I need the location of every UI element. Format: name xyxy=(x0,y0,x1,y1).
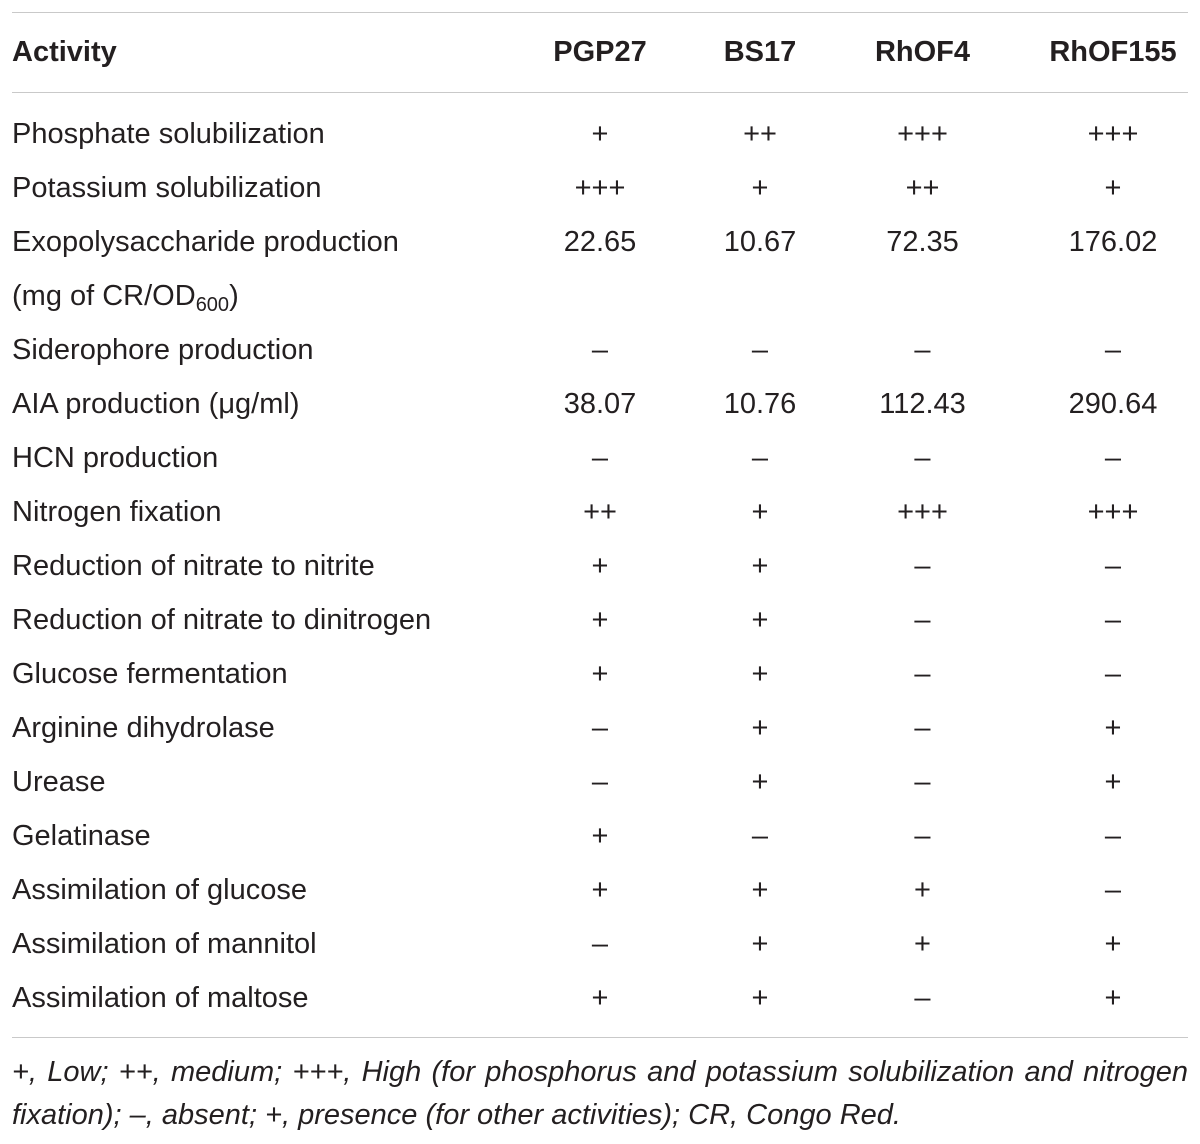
table-cell: 10.67 xyxy=(723,226,797,258)
table-cell: +++ xyxy=(1087,118,1139,150)
table-cell: 176.02 xyxy=(1068,226,1158,258)
table-cell: – xyxy=(1104,658,1122,690)
row-label: Urease xyxy=(12,766,106,798)
table-cell: + xyxy=(751,928,769,960)
table-cell: – xyxy=(751,334,769,366)
row-label: Exopolysaccharide production xyxy=(12,226,399,258)
table-cell: – xyxy=(914,820,931,852)
table-cell: – xyxy=(591,766,609,798)
row-label: Siderophore production xyxy=(12,334,314,366)
table-cell: + xyxy=(914,928,931,960)
table-cell: + xyxy=(751,982,769,1014)
table-cell: + xyxy=(751,766,769,798)
header-bs17: BS17 xyxy=(723,36,797,68)
table-cell: 22.65 xyxy=(563,226,637,258)
table-cell: – xyxy=(1104,820,1122,852)
table-cell: – xyxy=(914,550,931,582)
table-cell: + xyxy=(751,658,769,690)
table-cell: + xyxy=(591,604,609,636)
table-cell: – xyxy=(1104,550,1122,582)
table-cell: + xyxy=(591,118,609,150)
table-cell: + xyxy=(591,658,609,690)
row-label: (mg of $CR/OD_{600}$) xyxy=(12,280,239,316)
table-cell: + xyxy=(1104,712,1122,744)
table-cell: – xyxy=(1104,874,1122,906)
table-cell: – xyxy=(751,820,769,852)
table-cell: +++ xyxy=(897,118,948,150)
table-footnote: +, Low; ++, medium; +++, High (for phosphorus and potassium solubilization and nitrogen fixation); –, absent; +, presence (for other activities); CR, Congo Red. xyxy=(12,1056,1188,1131)
row-label: Gelatinase xyxy=(12,820,151,852)
row-label: Reduction of nitrate to dinitrogen xyxy=(12,604,432,636)
table-cell: – xyxy=(914,712,931,744)
table-cell: ++ xyxy=(583,496,617,528)
row-label: Glucose fermentation xyxy=(12,658,288,690)
table-cell: + xyxy=(591,982,609,1014)
table-cell: – xyxy=(1104,604,1122,636)
row-label: Reduction of nitrate to nitrite xyxy=(12,550,375,582)
row-label: Arginine dihydrolase xyxy=(12,712,275,744)
row-label: Assimilation of maltose xyxy=(12,982,309,1014)
table-cell: + xyxy=(751,874,769,906)
table-header-rule xyxy=(12,92,1188,93)
table-cell: – xyxy=(591,442,609,474)
table-cell: – xyxy=(914,334,931,366)
table-top-rule xyxy=(12,12,1188,13)
table-cell: + xyxy=(914,874,931,906)
table-cell: + xyxy=(1104,928,1122,960)
table-cell: – xyxy=(914,766,931,798)
table-cell: ++ xyxy=(905,172,940,204)
row-label: Potassium solubilization xyxy=(12,172,322,204)
table-cell: +++ xyxy=(897,496,948,528)
table-cell: – xyxy=(591,928,609,960)
header-rhof155: RhOF155 xyxy=(1049,36,1177,68)
table-cell: – xyxy=(591,334,609,366)
table-cell: + xyxy=(751,496,769,528)
table-cell: + xyxy=(1104,766,1122,798)
table-cell: – xyxy=(914,442,931,474)
row-label: Phosphate solubilization xyxy=(12,118,325,150)
row-label: HCN production xyxy=(12,442,219,474)
row-label: AIA production (μg/ml) xyxy=(12,388,300,420)
table-cell: – xyxy=(751,442,769,474)
row-label: Assimilation of glucose xyxy=(12,874,307,906)
table-cell: +++ xyxy=(574,172,626,204)
table-cell: + xyxy=(751,172,769,204)
table-cell: + xyxy=(591,874,609,906)
table-cell: + xyxy=(751,550,769,582)
table-cell: + xyxy=(751,604,769,636)
header-pgp27: PGP27 xyxy=(553,36,647,68)
table-cell: 290.64 xyxy=(1068,388,1158,420)
table-cell: 112.43 xyxy=(879,388,966,420)
table-cell: + xyxy=(1104,982,1122,1014)
table-cell: 72.35 xyxy=(886,226,959,258)
row-label: Nitrogen fixation xyxy=(12,496,222,528)
header-activity: Activity xyxy=(12,36,117,68)
table-cell: + xyxy=(591,820,609,852)
table-cell: – xyxy=(591,712,609,744)
table-cell: – xyxy=(1104,442,1122,474)
row-label: Assimilation of mannitol xyxy=(12,928,317,960)
header-rhof4: RhOF4 xyxy=(874,36,971,68)
table-cell: +++ xyxy=(1087,496,1139,528)
table-cell: + xyxy=(591,550,609,582)
table-cell: + xyxy=(751,712,769,744)
table-cell: 10.76 xyxy=(723,388,797,420)
table-cell: – xyxy=(914,982,931,1014)
table-cell: + xyxy=(1104,172,1122,204)
table-cell: – xyxy=(1104,334,1122,366)
table-bottom-rule xyxy=(12,1037,1188,1038)
table-cell: – xyxy=(914,658,931,690)
table-cell: ++ xyxy=(743,118,777,150)
table-cell: 38.07 xyxy=(563,388,637,420)
table-cell: – xyxy=(914,604,931,636)
